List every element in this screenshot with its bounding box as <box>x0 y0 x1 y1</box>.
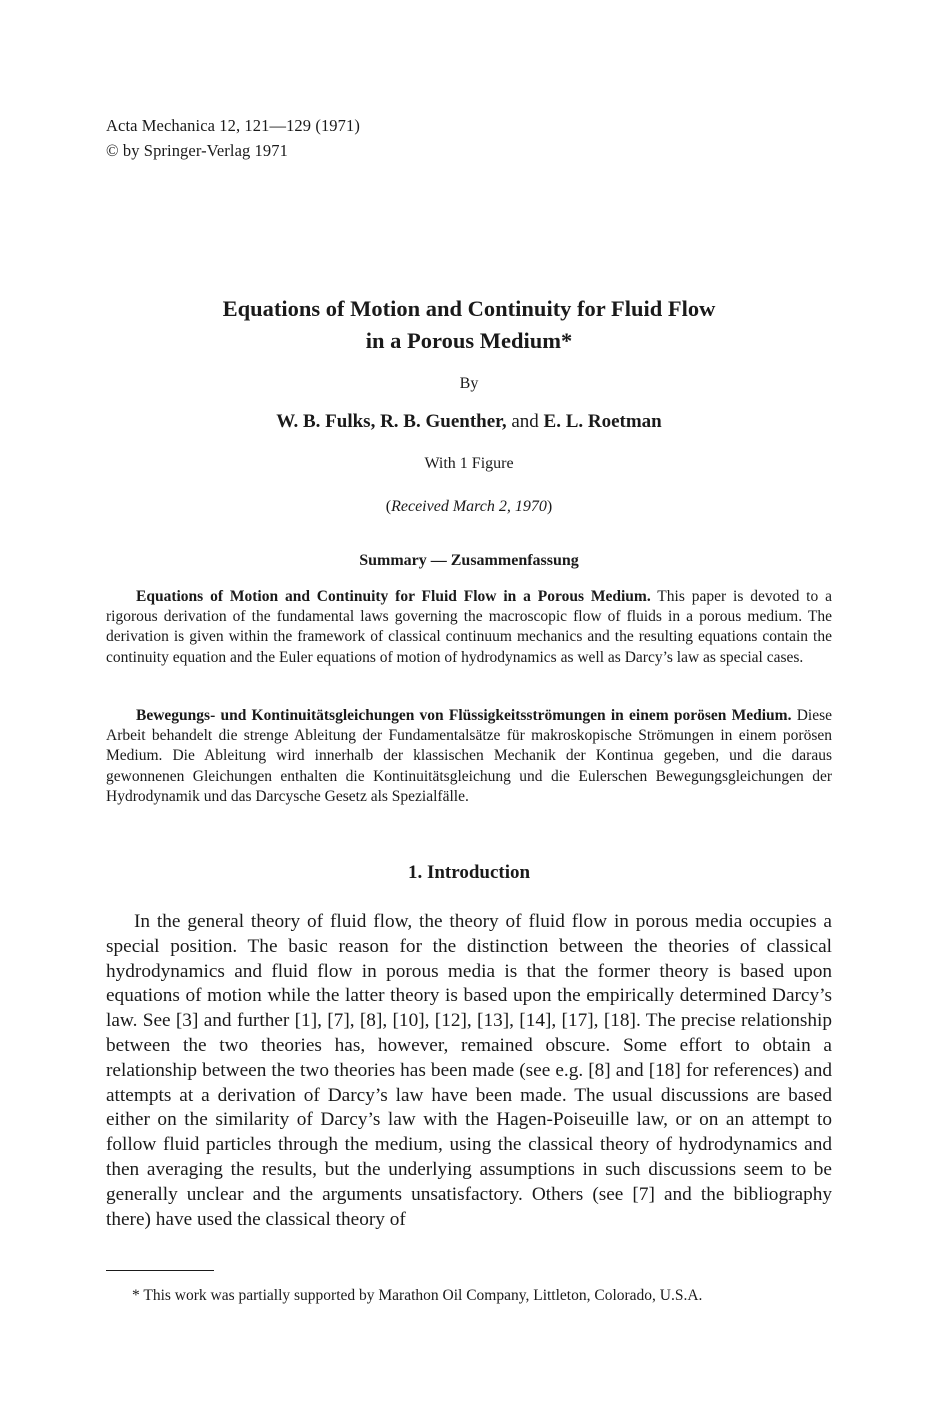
introduction-heading: 1. Introduction <box>407 862 531 883</box>
received-close-paren: ) <box>546 498 553 515</box>
received-date <box>106 498 832 516</box>
author-list <box>106 411 832 433</box>
authors-last: E. L. Roetman <box>543 411 662 432</box>
footnote-divider <box>106 1270 214 1271</box>
authors-first: W. B. Fulks, R. B. Guenther, <box>276 411 507 432</box>
received-text: Received March 2, 1970 <box>391 498 547 515</box>
journal-citation: Acta Mechanica 12, 121—129 (1971) <box>106 116 360 135</box>
abstract-english-title: Equations of Motion and Continuity for Fluid Flow in a Porous Medium. <box>136 588 651 605</box>
figure-count: With 1 Figure <box>424 455 514 472</box>
introduction-paragraph: In the general theory of fluid flow, the theory of fluid flow in porous media occupies a special position. The basic reason for the distinction between the theories of classical hydrodynamics and fluid flow in porous media is that the former theory is based upon equations of motion while the latter theory is based upon the empirically determined Darcy’s law. See [3] and further [1], [7], [8], [10], [12], [13], [14], [17], [18]. The precise relationship between the two theories has, however, remained obscure. Some effort to obtain a relationship between the two theories has been made (see e.g. [8] and [18] for references) and attempts at a derivation of Darcy’s law have been made. The usual discussions are based either on the similarity of Darcy’s law with the Hagen-Poiseuille law, or on an attempt to follow fluid particles through the medium, using the classical theory of hydrodynamics and then averaging the results, but the underlying assumptions in such discussions seem to be generally unclear and the arguments unsatisfactory. Others (see [7] and the bibliography there) have used the classical theory of <box>106 911 832 1230</box>
abstract-german <box>106 706 832 807</box>
received-open-paren: ( <box>385 498 392 515</box>
by-label: By <box>459 375 479 392</box>
abstract-german-body: Diese Arbeit behandelt die strenge Ableitung der Fundamentalsätze für makroskopische Strömungen in einem porösen Medium. Die Ableitung wird innerhalb der klassischen Mechanik der Kontinua gegeben, und die daraus gewonnenen Gleichungen enthalten die Kontinuitätsgleichung und die Eulerschen Bewegungsgleichungen der Hydrodynamik und das Darcysche Gesetz als Spezialfälle. <box>106 707 832 805</box>
footnote: * This work was partially supported by Marathon Oil Company, Littleton, Colorado, U.S.A. <box>132 1287 703 1304</box>
copyright-line: © by Springer-Verlag 1971 <box>106 141 288 160</box>
authors-and: and <box>511 411 539 432</box>
abstract-english-body: This paper is devoted to a rigorous derivation of the fundamental laws governing the macroscopic flow of fluids in a porous medium. The derivation is given within the framework of classical continuum mechanics and the resulting equations contain the continuity equation and the Euler equations of motion of hydrodynamics as well as Darcy’s law as special cases. <box>106 588 832 666</box>
paper-title-line-1: Equations of Motion and Continuity for Fluid Flow <box>222 296 716 321</box>
summary-heading: Summary — Zusammenfassung <box>359 552 579 569</box>
abstract-english <box>106 587 832 668</box>
paper-title-line-2: in a Porous Medium* <box>365 328 573 353</box>
abstract-german-title: Bewegungs- und Kontinuitätsgleichungen von Flüssigkeitsströmungen in einem porösen Medium. <box>136 707 792 724</box>
